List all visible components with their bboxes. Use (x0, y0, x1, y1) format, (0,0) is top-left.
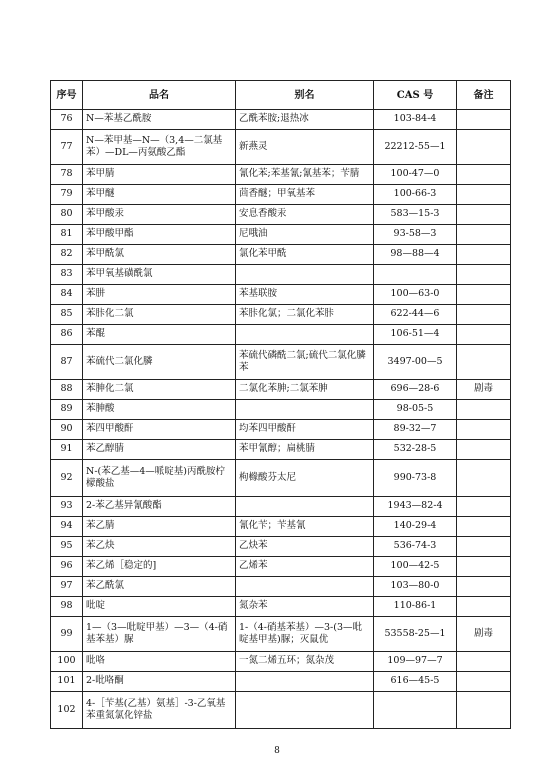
cell-cas: 98-05-5 (374, 400, 457, 420)
cell-alias: 氰化苄；苄基氰 (236, 517, 374, 537)
cell-name: N-(苯乙基—4—哌啶基)丙酰胺柠檬酸盐 (83, 460, 236, 497)
cell-cas (374, 265, 457, 285)
cell-no: 96 (51, 557, 83, 577)
cell-alias (236, 672, 374, 692)
cell-note (457, 497, 511, 517)
cell-name: 苯乙酰氯 (83, 577, 236, 597)
cell-name: 2-苯乙基异氰酸酯 (83, 497, 236, 517)
table-row (51, 380, 511, 400)
table-row (51, 400, 511, 420)
cell-alias (236, 497, 374, 517)
table-row (51, 325, 511, 345)
chemical-table (50, 80, 511, 729)
header-cas: CAS 号 (374, 81, 457, 110)
cell-name: 苯乙烯［稳定的] (83, 557, 236, 577)
cell-name: 苯乙炔 (83, 537, 236, 557)
cell-no: 91 (51, 440, 83, 460)
cell-cas: 103-84-4 (374, 110, 457, 130)
cell-alias: 氮杂苯 (236, 597, 374, 617)
cell-no: 102 (51, 692, 83, 729)
cell-cas: 3497-00—5 (374, 345, 457, 380)
cell-name: 苯胂酸 (83, 400, 236, 420)
cell-alias: 苯硫代磷酰二氯;硫代二氯化膦苯 (236, 345, 374, 380)
cell-name: 1—（3—吡啶甲基）—3—（4-硝基苯基）脲 (83, 617, 236, 652)
cell-note (457, 110, 511, 130)
cell-alias: 尼哦油 (236, 225, 374, 245)
page-number: 8 (274, 746, 280, 756)
table-row (51, 205, 511, 225)
table-header-row (51, 81, 511, 110)
cell-alias: 苯基联胺 (236, 285, 374, 305)
cell-alias: 二氯化苯胂;二氯苯胂 (236, 380, 374, 400)
header-alias: 别名 (236, 81, 374, 110)
table-row (51, 537, 511, 557)
cell-no: 99 (51, 617, 83, 652)
cell-alias: 乙炔苯 (236, 537, 374, 557)
cell-name: 苯甲氧基磺酰氯 (83, 265, 236, 285)
table-row (51, 225, 511, 245)
cell-cas: 109—97—7 (374, 652, 457, 672)
cell-cas: 93-58—3 (374, 225, 457, 245)
cell-alias: 均苯四甲酸酐 (236, 420, 374, 440)
cell-no: 95 (51, 537, 83, 557)
table-row (51, 497, 511, 517)
table-row (51, 597, 511, 617)
cell-cas: 110-86-1 (374, 597, 457, 617)
cell-alias: 枸橼酸芬太尼 (236, 460, 374, 497)
cell-name: 苯甲腈 (83, 165, 236, 185)
cell-cas: 536-74-3 (374, 537, 457, 557)
cell-alias: 安息香酸汞 (236, 205, 374, 225)
cell-note (457, 460, 511, 497)
cell-note (457, 672, 511, 692)
cell-note (457, 400, 511, 420)
cell-name: 2-吡咯酮 (83, 672, 236, 692)
cell-cas: 89-32—7 (374, 420, 457, 440)
cell-cas: 22212-55—1 (374, 130, 457, 165)
cell-cas: 53558-25—1 (374, 617, 457, 652)
cell-note (457, 325, 511, 345)
cell-no: 101 (51, 672, 83, 692)
cell-cas: 990-73-8 (374, 460, 457, 497)
cell-no: 98 (51, 597, 83, 617)
cell-name: 苯甲酸汞 (83, 205, 236, 225)
cell-alias (236, 265, 374, 285)
cell-no: 78 (51, 165, 83, 185)
cell-alias: 氯化苯甲酰 (236, 245, 374, 265)
cell-note (457, 537, 511, 557)
cell-cas: 103—80-0 (374, 577, 457, 597)
cell-no: 84 (51, 285, 83, 305)
cell-alias: 一氮二烯五环；氮杂茂 (236, 652, 374, 672)
cell-no: 93 (51, 497, 83, 517)
cell-no: 87 (51, 345, 83, 380)
cell-no: 85 (51, 305, 83, 325)
cell-note (457, 225, 511, 245)
header-name: 品名 (83, 81, 236, 110)
cell-name: 苯醌 (83, 325, 236, 345)
table-row (51, 692, 511, 729)
cell-name: 吡咯 (83, 652, 236, 672)
cell-cas: 106-51—4 (374, 325, 457, 345)
table-body (51, 110, 511, 729)
cell-no: 81 (51, 225, 83, 245)
table-row (51, 185, 511, 205)
cell-note (457, 440, 511, 460)
cell-no: 92 (51, 460, 83, 497)
cell-note (457, 517, 511, 537)
cell-cas: 583—15-3 (374, 205, 457, 225)
cell-cas: 532-28-5 (374, 440, 457, 460)
table-row (51, 672, 511, 692)
cell-cas: 98—88—4 (374, 245, 457, 265)
cell-note (457, 557, 511, 577)
cell-name: 苯甲酰氯 (83, 245, 236, 265)
cell-no: 80 (51, 205, 83, 225)
header-no: 序号 (51, 81, 83, 110)
cell-alias: 1-（4-硝基苯基）—3-(3—吡啶基甲基)脲；灭鼠优 (236, 617, 374, 652)
cell-no: 89 (51, 400, 83, 420)
cell-no: 94 (51, 517, 83, 537)
cell-name: 苯胂化二氯 (83, 380, 236, 400)
cell-note (457, 130, 511, 165)
cell-name: 苯乙醇腈 (83, 440, 236, 460)
cell-alias (236, 692, 374, 729)
cell-no: 83 (51, 265, 83, 285)
cell-alias (236, 400, 374, 420)
table-row (51, 440, 511, 460)
cell-alias: 新燕灵 (236, 130, 374, 165)
cell-no: 86 (51, 325, 83, 345)
table-row (51, 285, 511, 305)
cell-cas: 140-29-4 (374, 517, 457, 537)
cell-note (457, 245, 511, 265)
cell-alias: 乙烯苯 (236, 557, 374, 577)
cell-no: 88 (51, 380, 83, 400)
cell-no: 76 (51, 110, 83, 130)
table-row (51, 110, 511, 130)
cell-name: 苯甲酸甲酯 (83, 225, 236, 245)
table-row (51, 617, 511, 652)
cell-cas: 100—63-0 (374, 285, 457, 305)
cell-cas: 616—45-5 (374, 672, 457, 692)
cell-note (457, 165, 511, 185)
table-row (51, 245, 511, 265)
cell-name: 苯甲醚 (83, 185, 236, 205)
cell-cas (374, 692, 457, 729)
cell-note (457, 285, 511, 305)
cell-alias: 乙酰苯胺;退热冰 (236, 110, 374, 130)
cell-no: 97 (51, 577, 83, 597)
table-row (51, 557, 511, 577)
table-row (51, 165, 511, 185)
cell-note (457, 185, 511, 205)
cell-name: 苯胩化二氯 (83, 305, 236, 325)
cell-note (457, 652, 511, 672)
cell-cas: 696—28-6 (374, 380, 457, 400)
cell-cas: 622-44—6 (374, 305, 457, 325)
cell-cas: 100-47—0 (374, 165, 457, 185)
cell-name: 4-［苄基(乙基）氨基］-3-乙氧基苯重氮氯化锌盐 (83, 692, 236, 729)
cell-note (457, 420, 511, 440)
cell-no: 79 (51, 185, 83, 205)
cell-alias: 苯胩化氯；二氯化苯胩 (236, 305, 374, 325)
table-row (51, 460, 511, 497)
table-row (51, 345, 511, 380)
cell-name: 苯肼 (83, 285, 236, 305)
cell-alias (236, 325, 374, 345)
cell-note (457, 205, 511, 225)
cell-no: 77 (51, 130, 83, 165)
cell-cas: 100—42-5 (374, 557, 457, 577)
cell-note (457, 692, 511, 729)
table-row (51, 420, 511, 440)
cell-name: N—苯甲基—N—（3,4—二氯基苯）—DL—丙氨酸乙酯 (83, 130, 236, 165)
table-row (51, 517, 511, 537)
cell-note (457, 577, 511, 597)
cell-alias: 氰化苯;苯基氰;氰基苯；苄腈 (236, 165, 374, 185)
table-row (51, 130, 511, 165)
table-row (51, 652, 511, 672)
cell-name: 苯乙腈 (83, 517, 236, 537)
cell-note (457, 265, 511, 285)
header-note: 备注 (457, 81, 511, 110)
cell-cas: 100-66-3 (374, 185, 457, 205)
cell-name: 苯四甲酸酐 (83, 420, 236, 440)
cell-note (457, 305, 511, 325)
cell-name: 吡啶 (83, 597, 236, 617)
cell-name: N—苯基乙酰胺 (83, 110, 236, 130)
cell-alias: 苯甲氰醇；扁桃腈 (236, 440, 374, 460)
cell-no: 100 (51, 652, 83, 672)
table-row (51, 577, 511, 597)
table-row (51, 265, 511, 285)
cell-alias (236, 577, 374, 597)
cell-no: 82 (51, 245, 83, 265)
cell-cas: 1943—82-4 (374, 497, 457, 517)
cell-no: 90 (51, 420, 83, 440)
cell-alias: 茴香醚；甲氧基苯 (236, 185, 374, 205)
table-row (51, 305, 511, 325)
cell-name: 苯硫代二氯化膦 (83, 345, 236, 380)
cell-note (457, 597, 511, 617)
cell-note: 剧毒 (457, 617, 511, 652)
cell-note (457, 345, 511, 380)
cell-note: 剧毒 (457, 380, 511, 400)
